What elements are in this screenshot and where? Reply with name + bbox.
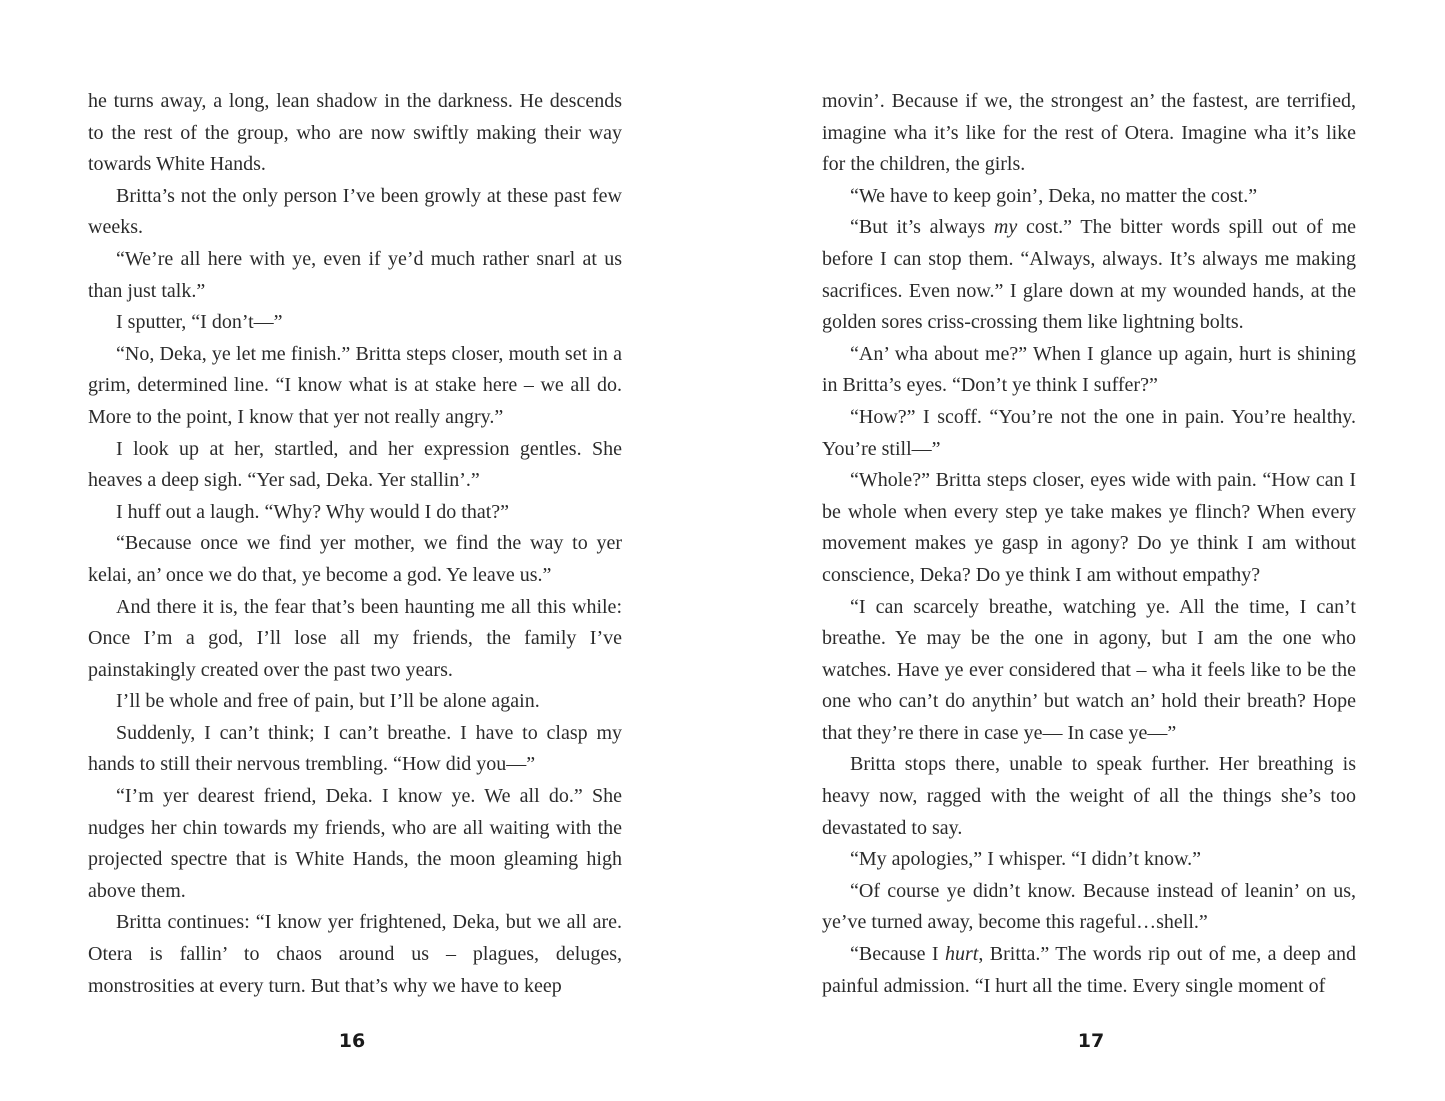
text-segment: I huff out a laugh. “Why? Why would I do that?” (116, 500, 510, 523)
text-segment: And there it is, the fear that’s been haunting me all this while: Once I’m a god, I’ll lose all my friends, the family I’ve painstakingly created over the past two years. (88, 595, 622, 681)
text-segment: “My apologies,” I whisper. “I didn’t know.” (850, 848, 1202, 871)
text-segment: “Whole?” Britta steps closer, eyes wide with pain. “How can I be whole when every step ye take makes ye flinch? When every movement makes ye gasp in agony? Do ye think I am without conscience, Deka? Do ye think I am without empathy? (822, 469, 1356, 586)
paragraph (822, 181, 1356, 213)
text-segment: I’ll be whole and free of pain, but I’ll be alone again. (116, 690, 540, 713)
paragraph (88, 528, 622, 591)
text-segment: “We have to keep goin’, Deka, no matter the cost.” (850, 184, 1258, 207)
paragraph (88, 686, 622, 718)
text-segment: “We’re all here with ye, even if ye’d much rather snarl at us than just talk.” (88, 247, 622, 302)
paragraph (822, 844, 1356, 876)
text-segment: “I can scarcely breathe, watching ye. All the time, I can’t breathe. Ye may be the one in agony, but I am the one who watches. Have ye ever considered that – wha it feels like to be the one who can’t do anythin’ but watch an’ hold their breath? Hope that they’re there in case ye— In case ye—” (822, 595, 1356, 744)
italic-text: my (993, 216, 1018, 239)
right-page-text (822, 86, 1356, 1002)
paragraph (822, 939, 1356, 1002)
paragraph (88, 244, 622, 307)
text-segment: movin’. Because if we, the strongest an’ the fastest, are terrified, imagine wha it’s like for the rest of Otera. Imagine wha it’s like for the children, the girls. (822, 90, 1356, 176)
text-segment: cost.” The bitter words spill out of me before I can stop them. “Always, always. It’s always me making sacrifices. Even now.” I glare down at my wounded hands, at the golden sores criss-crossing them like lightning bolts. (822, 216, 1357, 334)
text-segment: “Because once we find yer mother, we find the way to yer kelai, an’ once we do that, ye become a god. Ye leave us.” (88, 532, 622, 586)
text-segment: he turns away, a long, lean shadow in the darkness. He descends to the rest of the group, who are now swiftly making their way towards White Hands. (88, 90, 622, 176)
text-segment: “Because I (850, 943, 946, 966)
paragraph (822, 465, 1356, 591)
paragraph (822, 86, 1356, 181)
paragraph (88, 592, 622, 687)
paragraph (88, 307, 622, 339)
paragraph (88, 339, 622, 434)
paragraph (822, 592, 1356, 750)
paragraph (88, 718, 622, 781)
paragraph (822, 876, 1356, 939)
text-segment: Britta continues: “I know yer frightened, Deka, but we all are. Otera is fallin’ to chaos around us – plagues, deluges, monstrosities at every turn. But that’s why we have to keep (88, 911, 622, 997)
text-segment: “An’ wha about me?” When I glance up again, hurt is shining in Britta’s eyes. “Don’t ye think I suffer?” (822, 342, 1356, 397)
text-segment: I look up at her, startled, and her expression gentles. She heaves a deep sigh. “Yer sad, Deka. Yer stallin’.” (88, 437, 622, 492)
text-segment: “But it’s always (850, 216, 994, 239)
text-segment: Suddenly, I can’t think; I can’t breathe. I have to clasp my hands to still their nervous trembling. “How did you—” (88, 721, 622, 776)
italic-text: hurt (945, 943, 979, 966)
paragraph (88, 434, 622, 497)
text-segment: “I’m yer dearest friend, Deka. I know ye. We all do.” She nudges her chin towards my friends, who are all waiting with the projected spectre that is White Hands, the moon gleaming high above them. (88, 785, 622, 902)
paragraph (88, 781, 622, 907)
paragraph (822, 212, 1356, 338)
left-page-number: 16 (338, 1030, 366, 1052)
paragraph (88, 181, 622, 244)
text-segment: , Britta.” The words rip out of me, a deep and painful admission. “I hurt all the time. Every single moment of (822, 943, 1356, 997)
right-page-number: 17 (1077, 1030, 1105, 1052)
paragraph (88, 907, 622, 1002)
text-segment: I sputter, “I don’t—” (116, 311, 283, 334)
paragraph (822, 339, 1356, 402)
text-segment: Britta’s not the only person I’ve been growly at these past few weeks. (88, 184, 622, 239)
text-segment: Britta stops there, unable to speak further. Her breathing is heavy now, ragged with the weight of all the things she’s too devastated to say. (822, 753, 1356, 839)
paragraph (88, 497, 622, 529)
paragraph (822, 749, 1356, 844)
left-page-text (88, 86, 622, 1002)
text-segment: “Of course ye didn’t know. Because instead of leanin’ on us, ye’ve turned away, become this rageful…shell.” (822, 879, 1356, 934)
paragraph (88, 86, 622, 181)
text-segment: “How?” I scoff. “You’re not the one in pain. You’re healthy. You’re still—” (822, 405, 1356, 460)
text-segment: “No, Deka, ye let me finish.” Britta steps closer, mouth set in a grim, determined line. “I know what is at stake here – we all do. More to the point, I know that yer not really angry.” (88, 342, 622, 428)
paragraph (822, 402, 1356, 465)
